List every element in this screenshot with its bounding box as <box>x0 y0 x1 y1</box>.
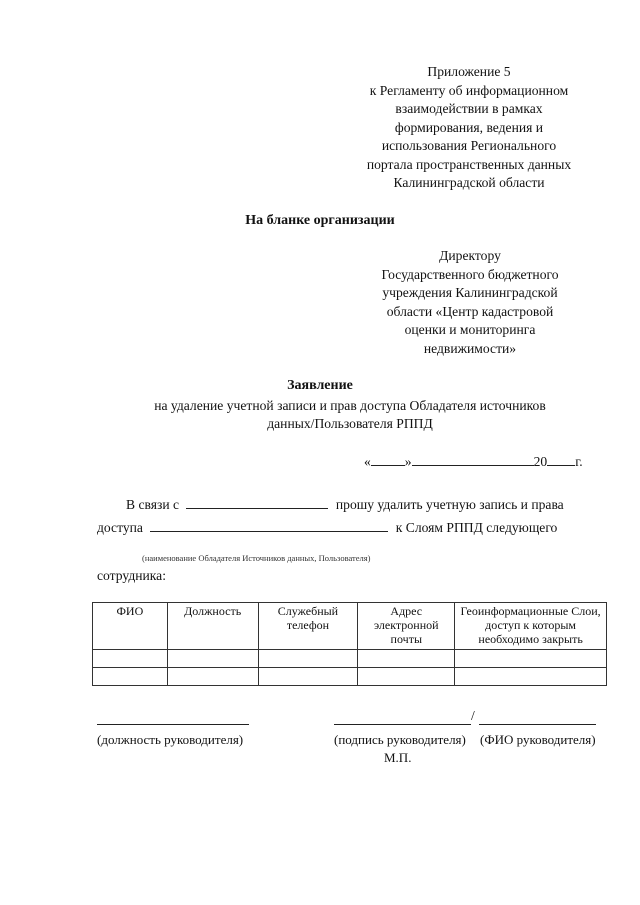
addressee-line: области «Центр кадастровой <box>386 303 554 319</box>
signature-label: (подпись руководителя) <box>334 732 466 747</box>
day-blank[interactable] <box>371 453 405 466</box>
appendix-line: формирования, ведения и <box>394 119 544 135</box>
table-header-row <box>93 603 607 650</box>
subtitle-line: на удаление учетной записи и прав доступа Обладателя источников <box>154 398 546 413</box>
table-cell[interactable] <box>358 668 455 686</box>
body-line1-end: прошу удалить учетную запись и права <box>335 497 564 512</box>
header-email: Адрес электронной почты <box>358 603 455 650</box>
month-blank[interactable] <box>412 453 534 466</box>
table-cell[interactable] <box>358 650 455 668</box>
appendix-line: взаимодействии в рамках <box>395 101 543 116</box>
subtitle-line: данных/Пользователя РППД <box>267 416 433 431</box>
table-row <box>93 650 607 668</box>
appendix-line: использования Регионального <box>381 138 557 153</box>
addressee-line: оценки и мониторинга <box>404 322 536 337</box>
addressee-line: Директору <box>439 248 501 263</box>
date-close-quote: » <box>404 454 412 469</box>
addressee-line: недвижимости» <box>423 340 517 356</box>
name-label: (ФИО руководителя) <box>480 732 596 747</box>
table-cell[interactable] <box>93 668 168 686</box>
year-blank[interactable] <box>547 453 575 466</box>
letterhead-note: На бланке организации <box>245 213 395 228</box>
appendix-line: Калининградской области <box>393 175 545 190</box>
organization-hint: (наименование Обладателя Источников данных, Пользователя) <box>142 553 371 563</box>
appendix-block <box>338 63 600 193</box>
year-prefix: 20 <box>533 454 548 469</box>
addressee-line: Государственного бюджетного <box>381 266 559 282</box>
stamp-mark: М.П. <box>384 750 412 765</box>
position-label: (должность руководителя) <box>97 732 244 747</box>
body-line-3: сотрудника: <box>97 568 166 583</box>
organization-blank[interactable] <box>150 519 388 532</box>
position-signature-line[interactable] <box>97 724 249 725</box>
addressee-line: учреждения Калининградской <box>382 285 558 300</box>
table-cell[interactable] <box>258 668 358 686</box>
table-cell[interactable] <box>455 650 607 668</box>
header-layers: Геоинформационные Слои, доступ к которым необходимо закрыть <box>455 603 607 650</box>
signature-separator: / <box>471 708 475 723</box>
header-position: Должность <box>167 603 258 650</box>
appendix-line: к Регламенту об информационном <box>369 82 569 98</box>
year-suffix: г. <box>575 454 583 469</box>
table-cell[interactable] <box>455 668 607 686</box>
appendix-line: портала пространственных данных <box>366 156 572 172</box>
date-line <box>364 453 583 470</box>
body-line2-start: доступа <box>97 520 143 535</box>
body-line2-end: к Слоям РППД следующего <box>395 520 558 535</box>
document-title: Заявление <box>287 378 353 393</box>
addressee-block <box>352 247 588 358</box>
signature-line[interactable] <box>334 724 471 725</box>
table-cell[interactable] <box>167 650 258 668</box>
appendix-line: Приложение 5 <box>427 64 511 79</box>
table-cell[interactable] <box>167 668 258 686</box>
date-open-quote: « <box>364 454 371 469</box>
document-subtitle <box>110 397 590 433</box>
table-cell[interactable] <box>258 650 358 668</box>
header-phone: Служебный телефон <box>258 603 358 650</box>
table-cell[interactable] <box>93 650 168 668</box>
body-line-2 <box>97 519 557 536</box>
employees-table <box>92 602 607 686</box>
body-line1-start: В связи с <box>126 497 180 512</box>
reason-blank[interactable] <box>186 496 328 509</box>
name-signature-line[interactable] <box>479 724 596 725</box>
header-fio: ФИО <box>93 603 168 650</box>
table-row <box>93 668 607 686</box>
body-line-1 <box>126 496 564 513</box>
